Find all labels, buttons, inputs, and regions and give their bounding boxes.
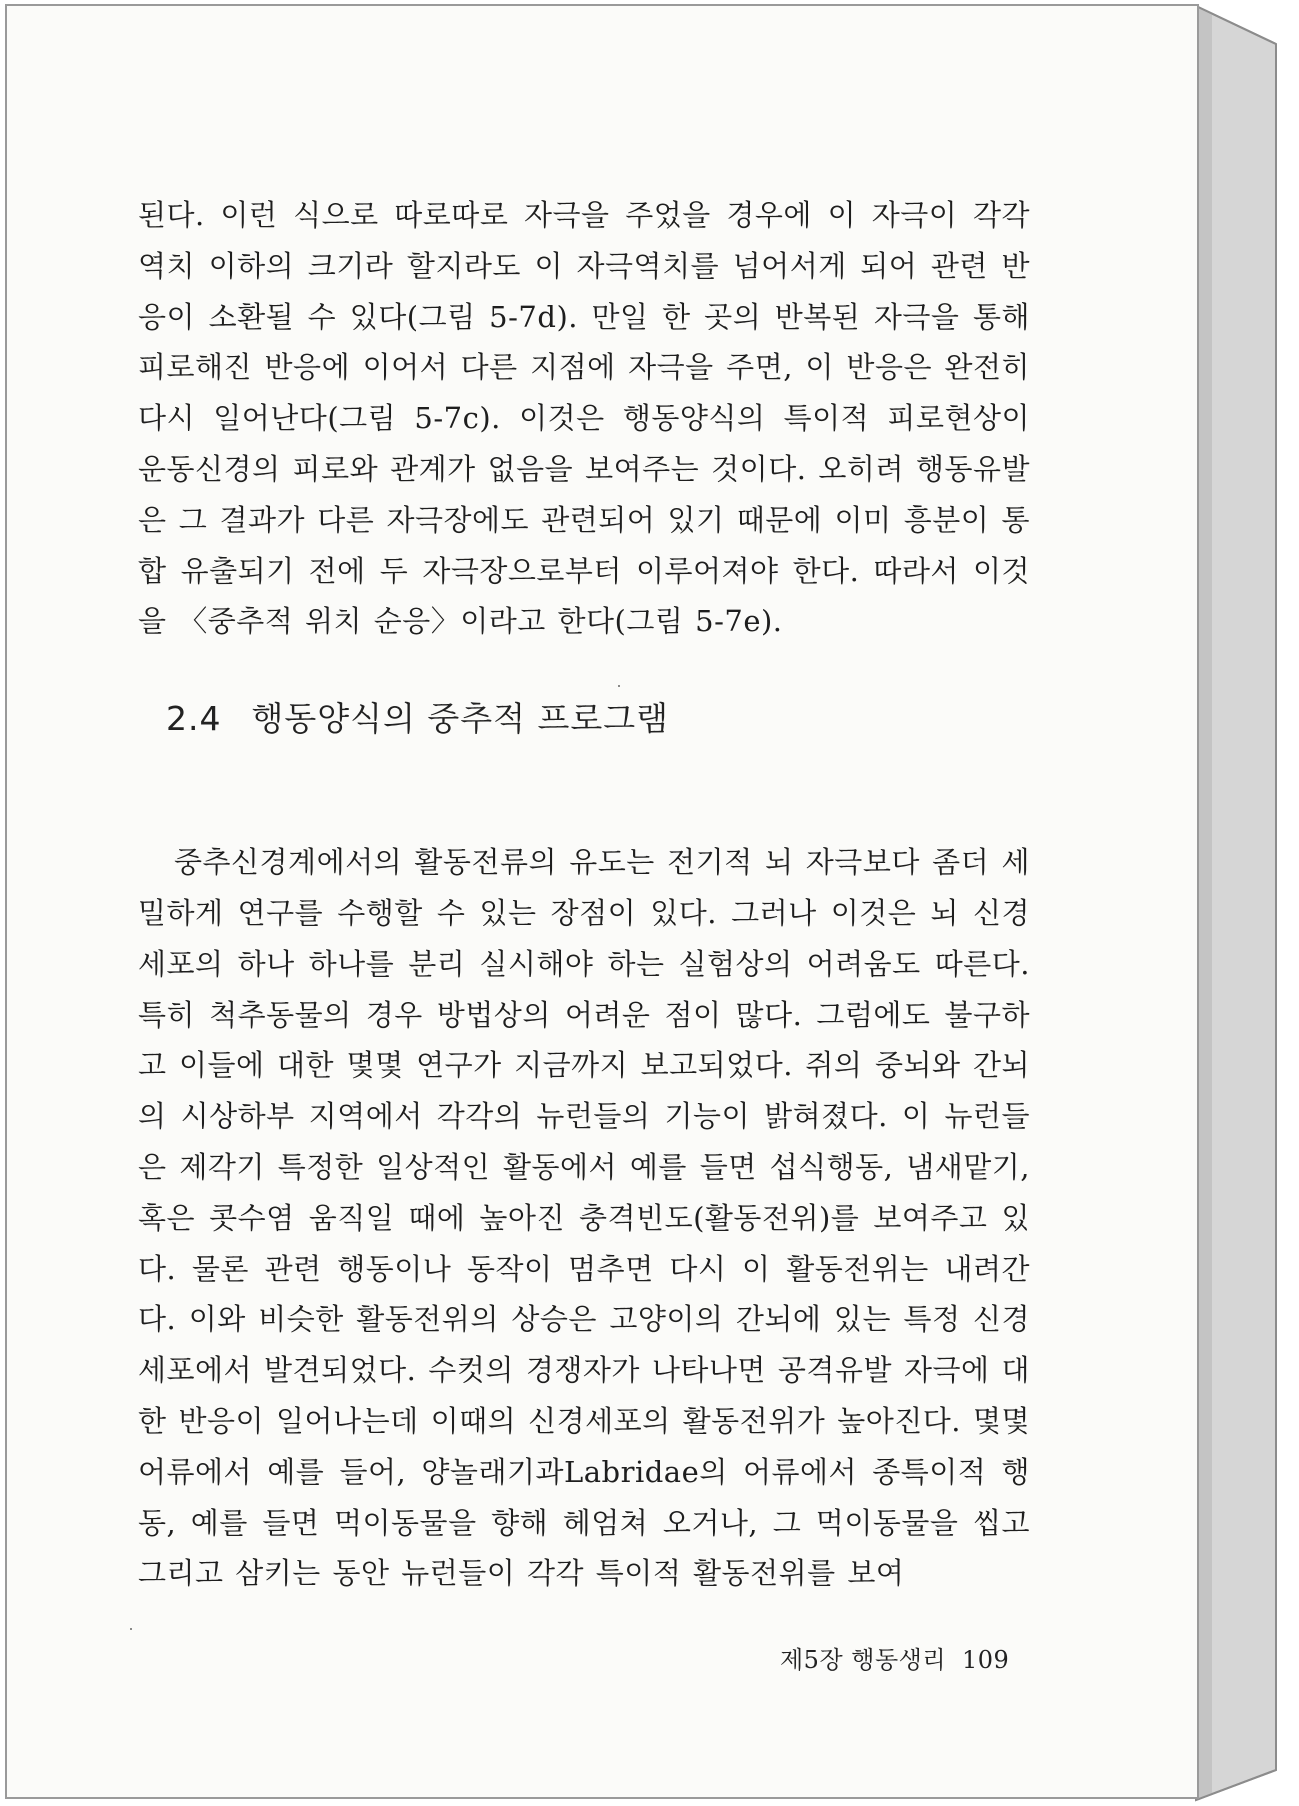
book-side-shadow [1198, 8, 1212, 1798]
page-number: 109 [962, 1646, 1010, 1674]
section-heading [166, 695, 1030, 837]
body-paragraph-2: 중추신경계에서의 활동전류의 유도는 전기적 뇌 자극보다 좀더 세밀하게 연구를 수행할 수 있는 장점이 있다. 그러나 이것은 뇌 신경세포의 하나 하나를 분리 실시해야 하는 실험상의 어려움도 따른다. 특히 척추동물의 경우 방법상의 어려운 점이 많다. 그럼에도 불구하고 이들에 대한 몇몇 연구가 지금까지 보고되었다. 쥐의 중뇌와 간뇌의 시상하부 지역에서 각각의 뉴런들의 기능이 밝혀졌다. 이 뉴런들은 제각기 특정한 일상적인 활동에서 예를 들면 섭식행동, 냄새맡기, 혹은 콧수염 움직일 때에 높아진 충격빈도(활동전위)를 보여주고 있다. 물론 관련 행동이나 동작이 멈추면 다시 이 활동전위는 내려간다. 이와 비슷한 활동전위의 상승은 고양이의 간뇌에 있는 특정 신경세포에서 발견되었다. 수컷의 경쟁자가 나타나면 공격유발 자극에 대한 반응이 일어나는데 이때의 신경세포의 활동전위가 높아진다. 몇몇 어류에서 예를 들어, 양놀래기과Labridae의 어류에서 종특이적 행동, 예를 들면 먹이동물을 향해 헤엄쳐 오거나, 그 먹이동물을 씹고 그리고 삼키는 동안 뉴런들이 각각 특이적 활동전위를 보여 [138, 845, 1030, 1591]
scan-speck [618, 685, 620, 687]
page-footer [780, 1640, 1009, 1675]
section-number: 2.4 [166, 699, 222, 739]
body-paragraph-1: 된다. 이런 식으로 따로따로 자극을 주었을 경우에 이 자극이 각각 역치 이하의 크기라 할지라도 이 자극역치를 넘어서게 되어 관련 반응이 소환될 수 있다(그림 5-7d). 만일 한 곳의 반복된 자극을 통해 피로해진 반응에 이어서 다른 지점에 자극을 주면, 이 반응은 완전히 다시 일어난다(그림 5-7c). 이것은 행동양식의 특이적 피로현상이 운동신경의 피로와 관계가 없음을 보여주는 것이다. 오히려 행동유발은 그 결과가 다른 자극장에도 관련되어 있기 때문에 이미 흥분이 통합 유출되기 전에 두 자극장으로부터 이루어져야 한다. 따라서 이것을 〈중추적 위치 순응〉이라고 한다(그림 5-7e). [138, 198, 1030, 639]
chapter-title: 제5장 행동생리 [780, 1646, 947, 1674]
page-content [138, 190, 1030, 1599]
section-title: 행동양식의 중추적 프로그램 [251, 699, 669, 739]
scan-speck [130, 1628, 132, 1630]
